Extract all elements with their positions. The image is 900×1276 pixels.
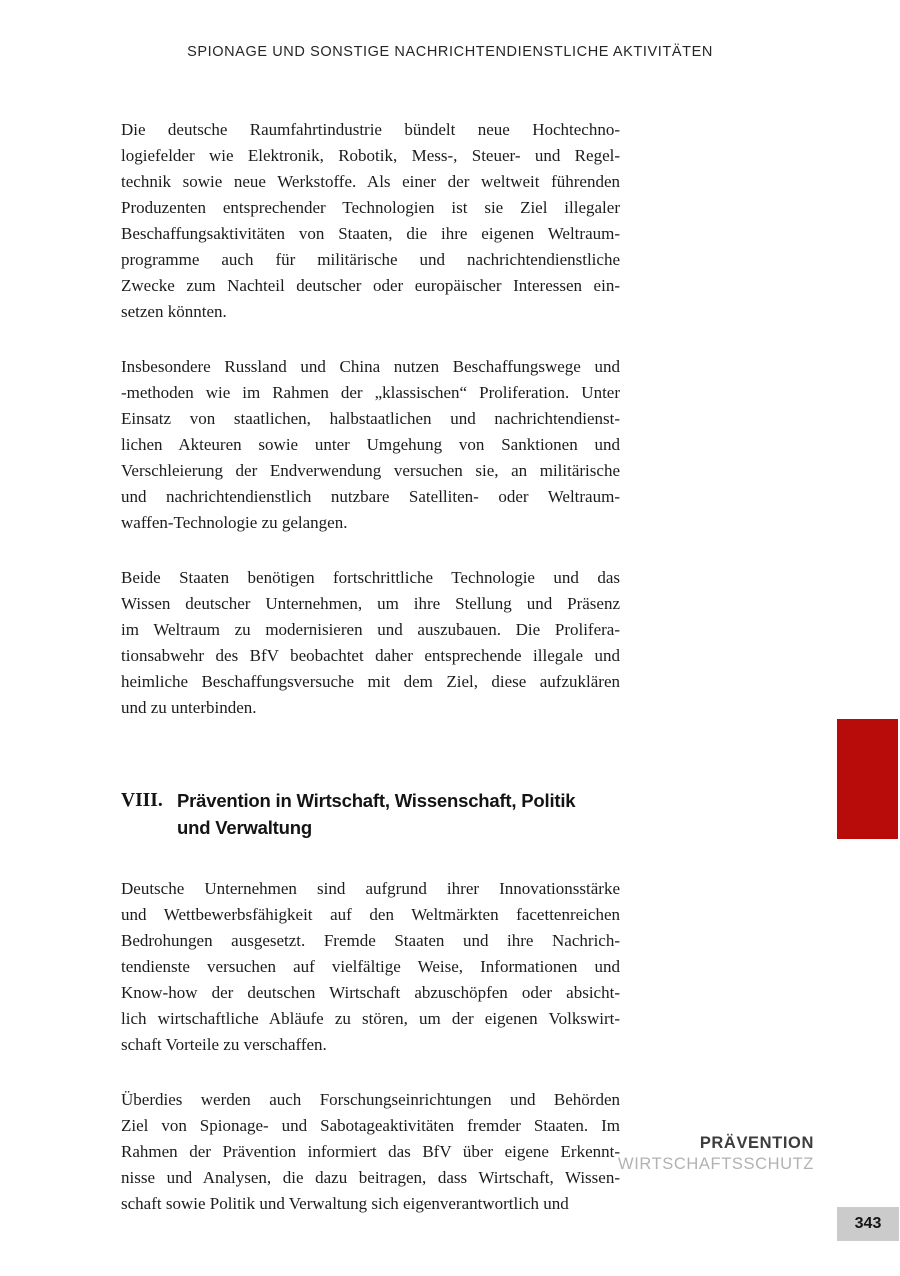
text-line: und zu unterbinden.	[121, 698, 257, 717]
section-title-line: Prävention in Wirtschaft, Wissenschaft, Politik	[177, 790, 576, 811]
paragraph	[121, 876, 620, 1058]
text-line: Deutsche Unternehmen sind aufgrund ihrer Innovationsstärke	[121, 879, 620, 898]
text-line: und Wettbewerbsfähigkeit auf den Weltmärkten facettenreichen	[121, 905, 620, 924]
text-line: technik sowie neue Werkstoffe. Als einer der weltweit führenden	[121, 172, 620, 191]
text-line: Bedrohungen ausgesetzt. Fremde Staaten und ihre Nachrich-	[121, 931, 620, 950]
text-line: und nachrichtendienstlich nutzbare Satelliten- oder Weltraum-	[121, 487, 620, 506]
paragraph	[121, 565, 620, 721]
text-line: nisse und Analysen, die dazu beitragen, dass Wirtschaft, Wissen-	[121, 1168, 620, 1187]
paragraph	[121, 1087, 620, 1217]
text-line: Beschaffungsaktivitäten von Staaten, die ihre eigenen Weltraum-	[121, 224, 620, 243]
text-line: Zwecke zum Nachteil deutscher oder europäischer Interessen ein-	[121, 276, 620, 295]
margin-label	[618, 1134, 814, 1174]
text-line: schaft sowie Politik und Verwaltung sich eigenverantwortlich und	[121, 1194, 569, 1213]
text-line: setzen könnten.	[121, 302, 227, 321]
chapter-tab-marker	[837, 719, 898, 839]
section-title-line: und Verwaltung	[177, 817, 312, 838]
margin-label-primary: PRÄVENTION	[699, 1134, 814, 1152]
text-line: Rahmen der Prävention informiert das BfV über eigene Erkennt-	[121, 1142, 620, 1161]
text-line: Know-how der deutschen Wirtschaft abzuschöpfen oder absicht-	[121, 983, 620, 1002]
text-line: lichen Akteuren sowie unter Umgehung von Sanktionen und	[121, 435, 620, 454]
text-line: Beide Staaten benötigen fortschrittliche Technologie und das	[121, 568, 620, 587]
text-line: heimliche Beschaffungsversuche mit dem Ziel, diese aufzuklären	[121, 672, 620, 691]
text-line: Produzenten entsprechender Technologien ist sie Ziel illegaler	[121, 198, 620, 217]
text-line: tendienste versuchen auf vielfältige Weise, Informationen und	[121, 957, 620, 976]
text-line: Die deutsche Raumfahrtindustrie bündelt neue Hochtechno-	[121, 120, 620, 139]
text-line: Verschleierung der Endverwendung versuchen sie, an militärische	[121, 461, 620, 480]
text-line: tionsabwehr des BfV beobachtet daher entsprechende illegale und	[121, 646, 620, 665]
body-column	[121, 117, 620, 1246]
text-line: im Weltraum zu modernisieren und auszubauen. Die Prolifera-	[121, 620, 620, 639]
section-number: VIII.	[121, 790, 163, 811]
text-line: -methoden wie im Rahmen der „klassischen“ Proliferation. Unter	[121, 383, 620, 402]
running-header: SPIONAGE UND SONSTIGE NACHRICHTENDIENSTLICHE AKTIVITÄTEN	[187, 44, 713, 60]
text-line: waffen-Technologie zu gelangen.	[121, 513, 348, 532]
margin-label-secondary: WIRTSCHAFTSSCHUTZ	[618, 1155, 814, 1173]
paragraph	[121, 354, 620, 536]
paragraph	[121, 117, 620, 325]
text-line: logiefelder wie Elektronik, Robotik, Mess-, Steuer- und Regel-	[121, 146, 620, 165]
section-title	[177, 787, 575, 841]
text-line: Wissen deutscher Unternehmen, um ihre Stellung und Präsenz	[121, 594, 620, 613]
text-line: Einsatz von staatlichen, halbstaatlichen und nachrichtendienst-	[121, 409, 620, 428]
text-line: Insbesondere Russland und China nutzen Beschaffungswege und	[121, 357, 620, 376]
page-number: 343	[854, 1215, 882, 1232]
section-heading	[121, 787, 620, 841]
text-line: Überdies werden auch Forschungseinrichtungen und Behörden	[121, 1090, 620, 1109]
page-number-badge	[837, 1207, 899, 1241]
text-line: lich wirtschaftliche Abläufe zu stören, um der eigenen Volkswirt-	[121, 1009, 620, 1028]
text-line: Ziel von Spionage- und Sabotageaktivitäten fremder Staaten. Im	[121, 1116, 620, 1135]
text-line: schaft Vorteile zu verschaffen.	[121, 1035, 327, 1054]
text-line: programme auch für militärische und nachrichtendienstliche	[121, 250, 620, 269]
